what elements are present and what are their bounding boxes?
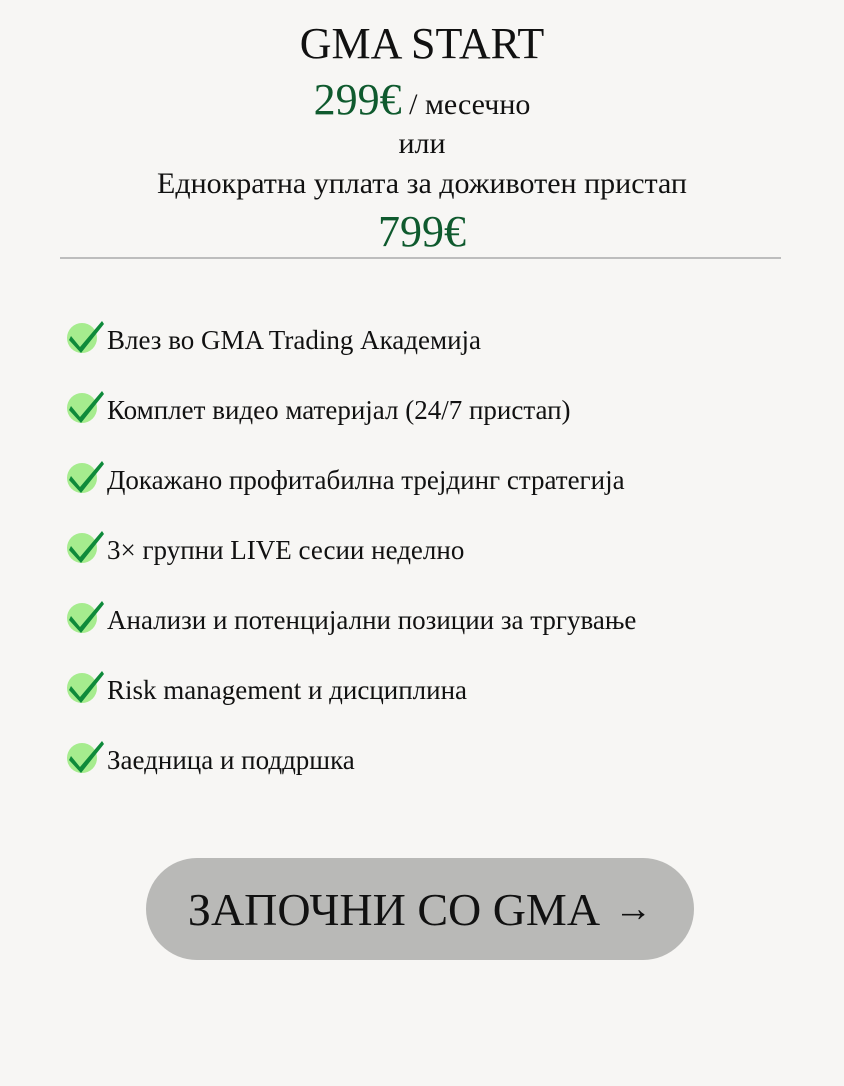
- cta-label: ЗАПОЧНИ СО GMA: [187, 883, 601, 935]
- feature-item: [66, 668, 636, 738]
- plan-title: GMA START: [299, 19, 545, 68]
- feature-label: Risk management и дисциплина: [107, 675, 468, 705]
- check-icon: [66, 528, 106, 568]
- arrow-right-icon: →: [614, 888, 653, 930]
- check-icon: [66, 318, 106, 358]
- feature-item: [66, 528, 636, 598]
- one-time-price: 799€: [378, 207, 466, 256]
- feature-label: Докажано профитабилна трејдинг стратегија: [107, 465, 625, 495]
- divider: [60, 257, 781, 259]
- check-icon: [66, 668, 106, 708]
- feature-item: [66, 318, 636, 388]
- feature-label: Заедница и поддршка: [107, 745, 355, 775]
- monthly-suffix: / месечно: [409, 88, 531, 121]
- start-gma-button[interactable]: [146, 858, 694, 960]
- feature-item: [66, 598, 636, 668]
- monthly-price-row: [0, 74, 844, 131]
- check-icon: [66, 738, 106, 778]
- or-label: или: [398, 127, 446, 160]
- feature-label: Комплет видео материјал (24/7 пристап): [107, 395, 571, 425]
- check-icon: [66, 598, 106, 638]
- feature-label: Анализи и потенцијални позиции за тргување: [107, 605, 637, 635]
- check-icon: [66, 388, 106, 428]
- feature-label: Влез во GMA Trading Академија: [107, 325, 482, 355]
- feature-item: [66, 458, 636, 528]
- feature-label: 3× групни LIVE сесии неделно: [107, 535, 465, 565]
- feature-item: [66, 388, 636, 458]
- check-icon: [66, 458, 106, 498]
- one-time-label: Еднократна уплата за доживотен пристап: [157, 167, 687, 200]
- feature-item: [66, 738, 636, 808]
- feature-list: [66, 318, 636, 808]
- monthly-price: 299€: [313, 75, 402, 124]
